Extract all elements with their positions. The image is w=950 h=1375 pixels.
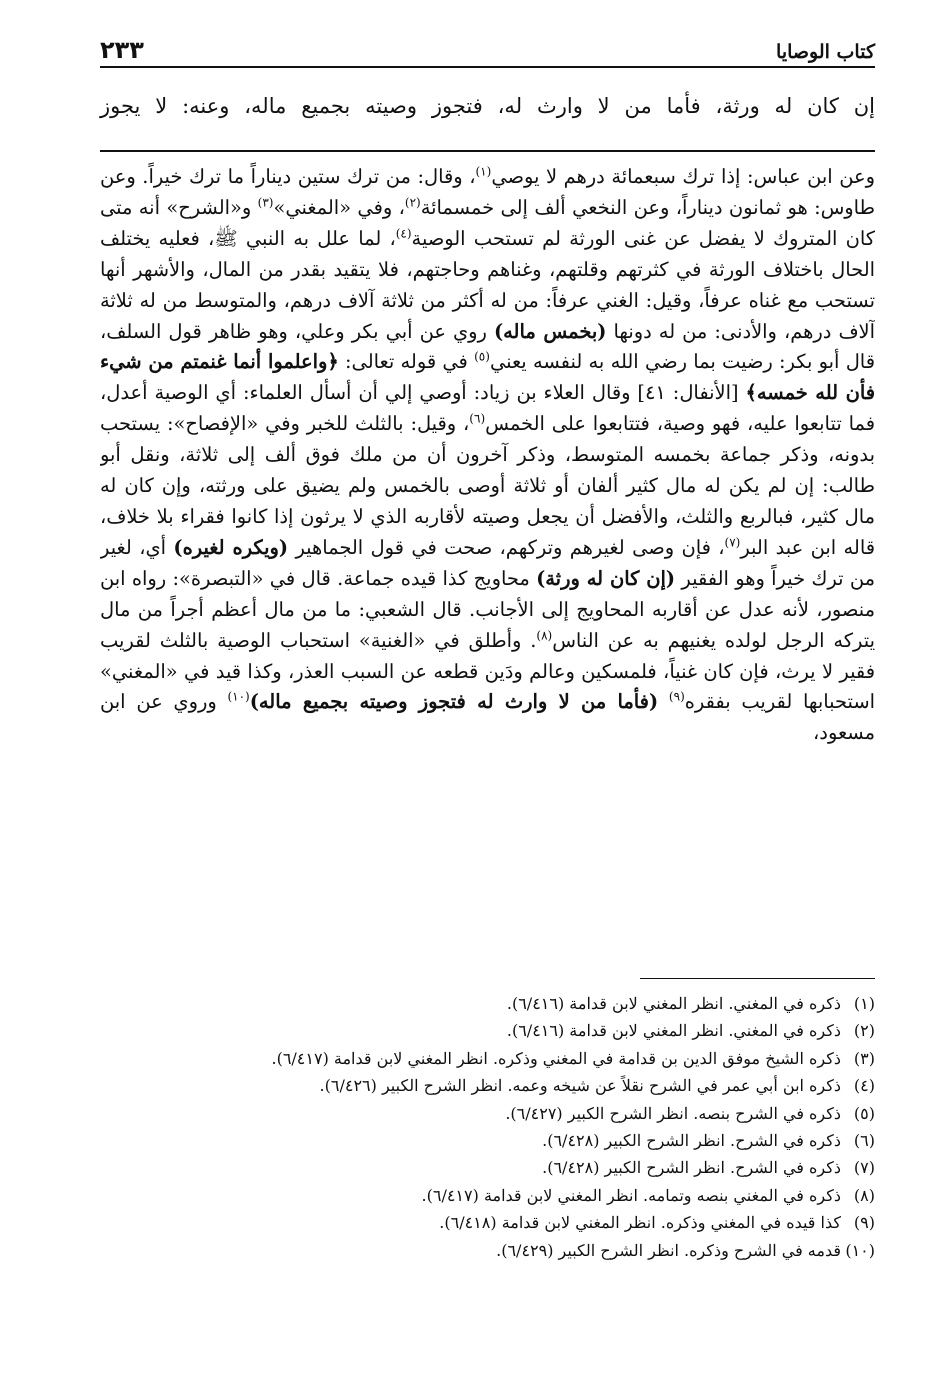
footnote-ref: (٧) bbox=[724, 535, 741, 550]
footnote-number: (٧) bbox=[853, 1158, 875, 1178]
footnote-text: قدمه في الشرح وذكره. انظر الشرح الكبير (٦/٤٢٩). bbox=[496, 1240, 841, 1260]
text-run: ، وقيل: بالثلث للخبر وفي «الإفصاح»: يستحب بدونه، وذكر جماعة بخمسه المتوسط، وذكر آخرون أن من ملك فوق ألف إلى ثلاثة، ونقل أبو طالب: إن لم يكن له مال كثير ألفان أو ثلاثة أوصى بالخمس ولم يضيق على ورثته، وإن كان له مال كثير، فبالربع والثلث، والأفضل أن يجعل وصيته لأقاربه الذي لا يرثون إذا كانوا فقراء بلا خلاف، قاله ابن عبد البر bbox=[100, 412, 875, 559]
footnote-item bbox=[140, 990, 875, 1017]
footnote-item bbox=[140, 1209, 875, 1236]
text-run: روي عن أبي بكر وعلي، وهو ظاهر قول السلف، قال أبو بكر: رضيت بما رضي الله به لنفسه يعني bbox=[100, 319, 875, 374]
footnote-number: (١٠) bbox=[845, 1240, 875, 1260]
footnote-item bbox=[140, 1237, 875, 1264]
text-run: و«الشرح» أنه متى كان المتروك لا يفضل عن غنى الورثة لم تستحب الوصية bbox=[100, 195, 875, 250]
footnote-divider bbox=[640, 978, 875, 979]
matn-text: إن كان له ورثة، فأما من لا وارث له، فتجوز وصيته بجميع ماله، وعنه: لا يجوز bbox=[100, 94, 875, 118]
footnote-text: ذكره في الشرح بنصه. انظر الشرح الكبير (٦/٤٢٧). bbox=[505, 1103, 841, 1123]
matn-quote: (بخمس ماله) bbox=[493, 319, 607, 343]
text-run: في قوله تعالى: bbox=[338, 350, 475, 374]
footnote-number: (٦) bbox=[853, 1131, 875, 1151]
text-run: ، فإن وصى لغيرهم وتركهم، صحت في قول الجماهير bbox=[288, 535, 725, 559]
footnote-number: (٣) bbox=[853, 1048, 875, 1068]
footnote-number: (٩) bbox=[853, 1213, 875, 1233]
footnote-number: (٢) bbox=[853, 1021, 875, 1041]
text-run: . وأطلق في «الغنية» استحباب الوصية بالثلث لقريب فقير لا يرث، فإن كان غنياً، فلمسكين وعالم ودَين قطعه عن السبب العذر، وكذا قيد في «المغني» استحبابها لقريب بفقره bbox=[100, 628, 875, 714]
footnote-ref: (٢) bbox=[404, 195, 421, 210]
text-run: وعن ابن عباس: إذا ترك سبعمائة درهم لا يوصي bbox=[491, 165, 875, 188]
footnote-item bbox=[140, 1072, 875, 1099]
text-run: ، وفي «المغني» bbox=[273, 195, 405, 219]
footnote-item bbox=[140, 1182, 875, 1209]
footnote-ref: (٦) bbox=[469, 411, 486, 426]
page-number: ٢٣٣ bbox=[100, 36, 144, 64]
footnote-item bbox=[140, 1045, 875, 1072]
footnote-text: كذا قيده في المغني وذكره. انظر المغني لابن قدامة (٦/٤١٨). bbox=[439, 1213, 841, 1233]
footnote-ref: (٥) bbox=[474, 349, 490, 364]
text-run: ، وقال: من ترك ستين ديناراً ما ترك خيراً. وعن طاوس: هو ثمانون ديناراً، وعن النخعي ألف إلى خمسمائة bbox=[100, 165, 875, 219]
matn-divider bbox=[100, 150, 875, 152]
text-run: محاويج كذا قيده جماعة. قال في «التبصرة»: رواه ابن منصور، لأنه عدل عن أقاربه المحاويج إلى الأجانب. قال الشعبي: ما من مال أعظم أجراً من مال يتركه الرجل لولده يغنيهم به عن الناس bbox=[100, 566, 875, 652]
text-run: أي، لغير من ترك خيراً وهو الفقير bbox=[100, 535, 875, 590]
footnote-number: (٥) bbox=[853, 1103, 875, 1123]
footnote-ref: (٣) bbox=[257, 195, 274, 210]
footnote-item bbox=[140, 1127, 875, 1154]
matn-quote: (إن كان له ورثة) bbox=[536, 566, 676, 590]
footnote-number: (٨) bbox=[853, 1185, 875, 1205]
footnote-item bbox=[140, 1100, 875, 1127]
footnote-text: ذكره في الشرح. انظر الشرح الكبير (٦/٤٢٨). bbox=[542, 1158, 841, 1178]
footnote-text: ذكره ابن أبي عمر في الشرح نقلاً عن شيخه وعمه. انظر الشرح الكبير (٦/٤٢٦). bbox=[319, 1076, 841, 1096]
matn-quote: (ويكره لغيره) bbox=[173, 535, 289, 559]
quran-verse: ﴿واعلموا أنما غنمتم من شيء فأن لله خمسه﴾ bbox=[100, 350, 875, 405]
text-run: [الأنفال: ٤١] وقال العلاء بن زياد: أوصي إلي أن أسأل العلماء: أي الوصية أعدل، فما تتابعوا عليه، فهو وصية، فتتابعوا على الخمس bbox=[100, 381, 875, 436]
commentary-text bbox=[100, 162, 875, 962]
footnote-item bbox=[140, 1017, 875, 1044]
matn-quote: (فأما من لا وارث له فتجوز وصيته بجميع ماله) bbox=[249, 690, 659, 714]
chapter-title: كتاب الوصايا bbox=[776, 41, 875, 63]
footnotes-list bbox=[140, 990, 875, 1264]
text-run: ، لما علل به النبي ﷺ، فعليه يختلف الحال باختلاف الورثة في كثرتهم وقلتهم، وغناهم وحاجتهم، فلا يتقيد بقدر من المال، والأشهر أنها تستحب مع غناه عرفاً، وقيل: الغني عرفاً: من له أكثر من ثلاثة آلاف درهم، والمتوسط من له ثلاثة آلاف درهم، والأدنى: من له دونها bbox=[100, 226, 875, 343]
footnote-ref: (٨) bbox=[536, 628, 553, 643]
running-header bbox=[100, 30, 875, 68]
footnote-text: ذكره في المغني. انظر المغني لابن قدامة (٦/٤١٦). bbox=[506, 1021, 841, 1041]
text-run: وروي عن ابن مسعود، bbox=[100, 690, 875, 745]
footnote-text: ذكره في الشرح. انظر الشرح الكبير (٦/٤٢٨). bbox=[542, 1131, 841, 1151]
footnote-text: ذكره في المغني. انظر المغني لابن قدامة (٦/٤١٦). bbox=[506, 994, 841, 1013]
footnote-number: (١) bbox=[853, 994, 875, 1013]
footnote-ref: (٤) bbox=[395, 226, 412, 241]
footnote-number: (٤) bbox=[853, 1076, 875, 1096]
footnote-ref: (٩) bbox=[668, 689, 685, 704]
footnote-ref: (١) bbox=[475, 164, 492, 179]
footnote-ref: (١٠) bbox=[227, 689, 250, 704]
text-run bbox=[658, 690, 669, 713]
footnote-item bbox=[140, 1154, 875, 1181]
footnote-text: ذكره الشيخ موفق الدين بن قدامة في المغني وذكره. انظر المغني لابن قدامة (٦/٤١٧). bbox=[271, 1048, 841, 1068]
footnote-text: ذكره في المغني بنصه وتمامه. انظر المغني لابن قدامة (٦/٤١٧). bbox=[421, 1185, 841, 1205]
